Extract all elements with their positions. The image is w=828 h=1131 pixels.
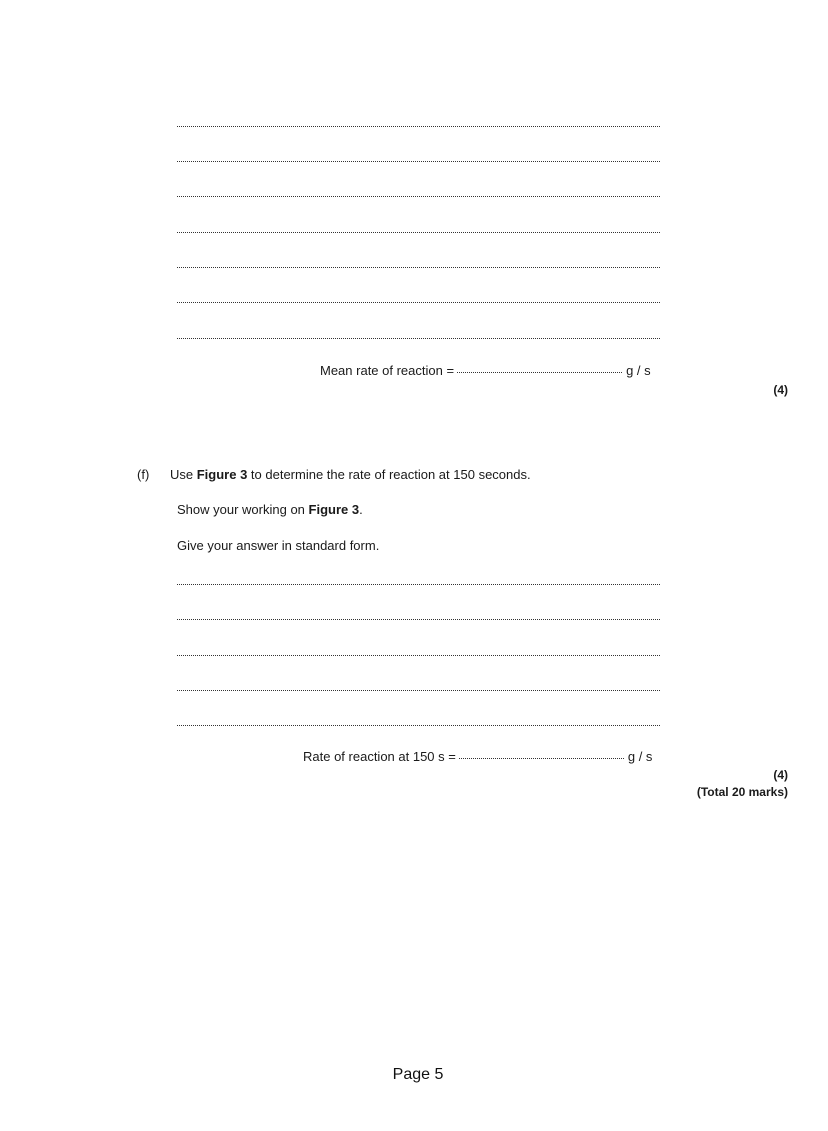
answer-line-e-6[interactable]	[177, 302, 660, 303]
question-f-pre: Use	[170, 467, 197, 482]
page-number: Page 5	[392, 1066, 444, 1083]
mean-rate-unit: g / s	[626, 363, 651, 378]
mean-rate-answer-field[interactable]	[457, 372, 622, 373]
answer-line-f-3[interactable]	[177, 655, 660, 656]
part-label-f: (f)	[137, 467, 150, 482]
answer-line-e-2[interactable]	[177, 161, 660, 162]
rate-150s-answer-field[interactable]	[459, 758, 624, 759]
instruction-working	[177, 502, 363, 517]
answer-line-e-4[interactable]	[177, 232, 660, 233]
rate-150s-unit: g / s	[627, 749, 653, 764]
instruction-standard-form: Give your answer in standard form.	[177, 538, 380, 553]
total-marks: (Total 20 marks)	[696, 785, 788, 799]
question-f-figure-ref: Figure 3	[196, 467, 248, 482]
answer-line-f-1[interactable]	[177, 584, 660, 585]
rate-150s-label: Rate of reaction at 150 s =	[303, 749, 456, 764]
answer-line-e-3[interactable]	[177, 196, 660, 197]
instruction-working-post: .	[359, 502, 363, 517]
instruction-working-pre: Show your working on	[177, 502, 309, 517]
answer-line-e-5[interactable]	[177, 267, 660, 268]
rate-150s-answer-row	[303, 749, 652, 764]
answer-line-f-5[interactable]	[177, 725, 660, 726]
question-f	[170, 467, 531, 482]
answer-line-e-1[interactable]	[177, 126, 660, 127]
marks-e: (4)	[773, 383, 788, 397]
marks-f: (4)	[773, 768, 788, 782]
mean-rate-answer-row	[320, 363, 651, 378]
instruction-working-figure-ref: Figure 3	[308, 502, 360, 517]
answer-line-f-2[interactable]	[177, 619, 660, 620]
mean-rate-label: Mean rate of reaction =	[320, 363, 455, 378]
answer-line-f-4[interactable]	[177, 690, 660, 691]
answer-line-e-7[interactable]	[177, 338, 660, 339]
question-f-post: to determine the rate of reaction at 150 seconds.	[247, 467, 531, 482]
